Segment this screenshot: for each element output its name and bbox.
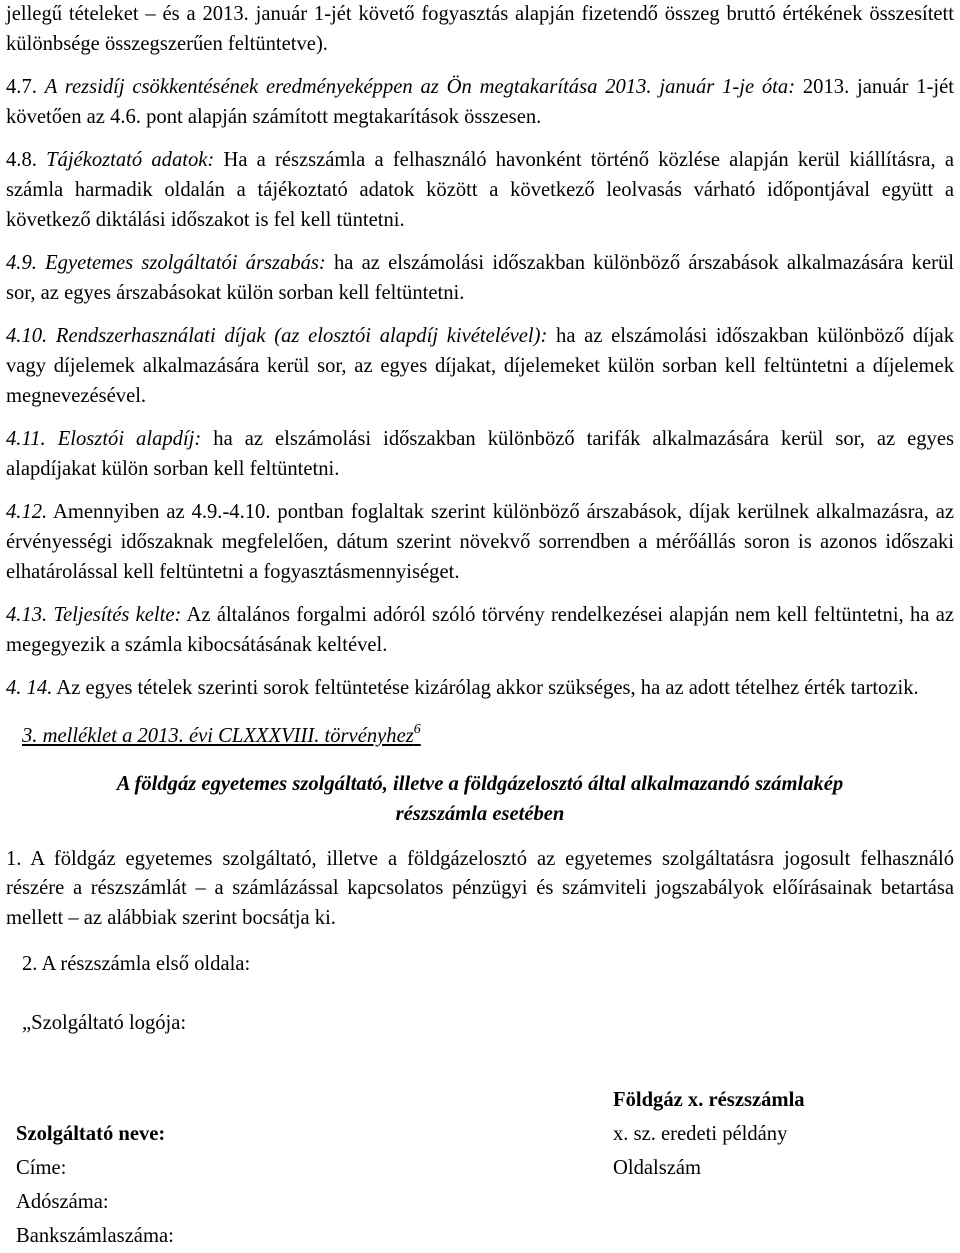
paragraph-number: 4.8.	[6, 149, 37, 172]
annex-title-text: 3. melléklet a 2013. évi CLXXXVIII. törvényhez	[22, 724, 414, 747]
provider-bank-account-label: Bankszámlaszáma:	[16, 1225, 174, 1247]
provider-name-label: Szolgáltató neve:	[16, 1123, 166, 1145]
invoice-copy-label: x. sz. eredeti példány	[613, 1123, 788, 1145]
invoice-page-number-label: Oldalszám	[613, 1157, 702, 1179]
paragraph-text: 2013. január 1-jét követően az 4.6. pont alapján számított megtakarítások összesen.	[6, 76, 955, 128]
section-heading-line-2: részszámla esetében	[395, 802, 565, 825]
paragraph-label: Rendszerhasználati díjak (az elosztói alapdíj kivételével):	[55, 325, 548, 348]
paragraph-label: Elosztói alapdíj:	[57, 428, 202, 451]
paragraph-number: 4.10.	[6, 325, 48, 348]
invoice-title: Földgáz x. részszámla	[613, 1089, 805, 1111]
paragraph-4-6-continuation: jellegű tételeket – és a 2013. január 1-jét követő fogyasztás alapján fizetendő összeg bruttó értékének összesített különbsége összegszerűen feltüntetve).	[6, 3, 954, 55]
document-page	[6, 0, 954, 1039]
annex-title	[22, 721, 954, 751]
provider-address-label: Címe:	[16, 1157, 67, 1179]
provider-logo-label: „Szolgáltató logója:	[22, 1012, 187, 1035]
paragraph-text: ha az elszámolási időszakban különböző díjak vagy díjelemek alkalmazására kerül sor, az egyes díjakat, díjelemeket külön sorban kell feltüntetni a díjelemek megnevezésével.	[6, 325, 954, 407]
paragraph-4-11	[6, 425, 954, 484]
paragraph-text: Ha a részszámla a felhasználó havonként történő közlése alapján kerül kiállításra, a számla harmadik oldalán a tájékoztató adatok között a következő leolvasás várható időpontjával együtt a következő diktálási időszakot is fel kell tüntetni.	[6, 149, 954, 231]
paragraph-label: Tájékoztató adatok:	[46, 149, 215, 172]
paragraph-label: Egyetemes szolgáltatói árszabás:	[45, 252, 326, 275]
paragraph-text: Az egyes tételek szerinti sorok feltüntetése kizárólag akkor szükséges, ha az adott tételhez érték tartozik.	[56, 677, 919, 700]
paragraph-text: ha az elszámolási időszakban különböző tarifák alkalmazására kerül sor, az egyes alapdíjakat külön sorban kell feltüntetni.	[6, 428, 955, 480]
paragraph-number: 4.12.	[6, 501, 48, 524]
paragraph-label: A rezsidíj csökkentésének eredményeképpen az Ön megtakarítása 2013. január 1-je óta:	[44, 76, 796, 99]
paragraph-number: 4.11.	[6, 428, 46, 451]
paragraph-number: 4.7.	[6, 76, 37, 99]
paragraph-4-9	[6, 249, 954, 308]
paragraph-number: 4. 14.	[6, 677, 53, 700]
paragraph-4-7	[6, 73, 954, 132]
paragraph-number: 4.13.	[6, 604, 48, 627]
section-2-label: 2. A részszámla első oldala:	[22, 952, 251, 975]
paragraph-label: Teljesítés kelte:	[53, 604, 182, 627]
section-1-paragraph: 1. A földgáz egyetemes szolgáltató, illetve a földgázelosztó az egyetemes szolgáltatásra jogosult felhasználó részére a részszámlát – a számlázással kapcsolatos pénzügyi és számviteli jogszabályok előírásainak betartása mellett – az alábbiak szerint bocsátja ki.	[6, 847, 954, 930]
section-heading	[6, 769, 954, 829]
paragraph-number: 4.9.	[6, 252, 37, 275]
paragraph-text: Amennyiben az 4.9.-4.10. pontban foglaltak szerint különböző árszabások, díjak kerülnek alkalmazásra, az érvényességi időszaknak megfelelően, dátum szerint növekvő sorrendben a mérőállás soron is azonos időszaki elhatárolással kell feltüntetni a fogyasztásmennyiséget.	[6, 501, 954, 583]
invoice-header-block	[613, 1083, 805, 1185]
section-heading-line-1: A földgáz egyetemes szolgáltató, illetve a földgázelosztó által alkalmazandó számlakép	[116, 772, 844, 795]
paragraph-4-12	[6, 498, 954, 587]
provider-details	[16, 1117, 174, 1253]
paragraph-text: Az általános forgalmi adóról szóló törvény rendelkezései alapján nem kell feltüntetni, ha az megegyezik a számla kibocsátásának keltével.	[6, 604, 954, 656]
paragraph-4-14	[6, 674, 954, 704]
footnote-marker: 6	[413, 721, 421, 737]
paragraph-text: ha az elszámolási időszakban különböző árszabások alkalmazására kerül sor, az egyes árszabásokat külön sorban kell feltüntetni.	[6, 252, 954, 304]
provider-tax-number-label: Adószáma:	[16, 1191, 109, 1213]
paragraph-4-13	[6, 601, 954, 660]
paragraph-4-8	[6, 146, 954, 235]
paragraph-4-10	[6, 322, 954, 411]
